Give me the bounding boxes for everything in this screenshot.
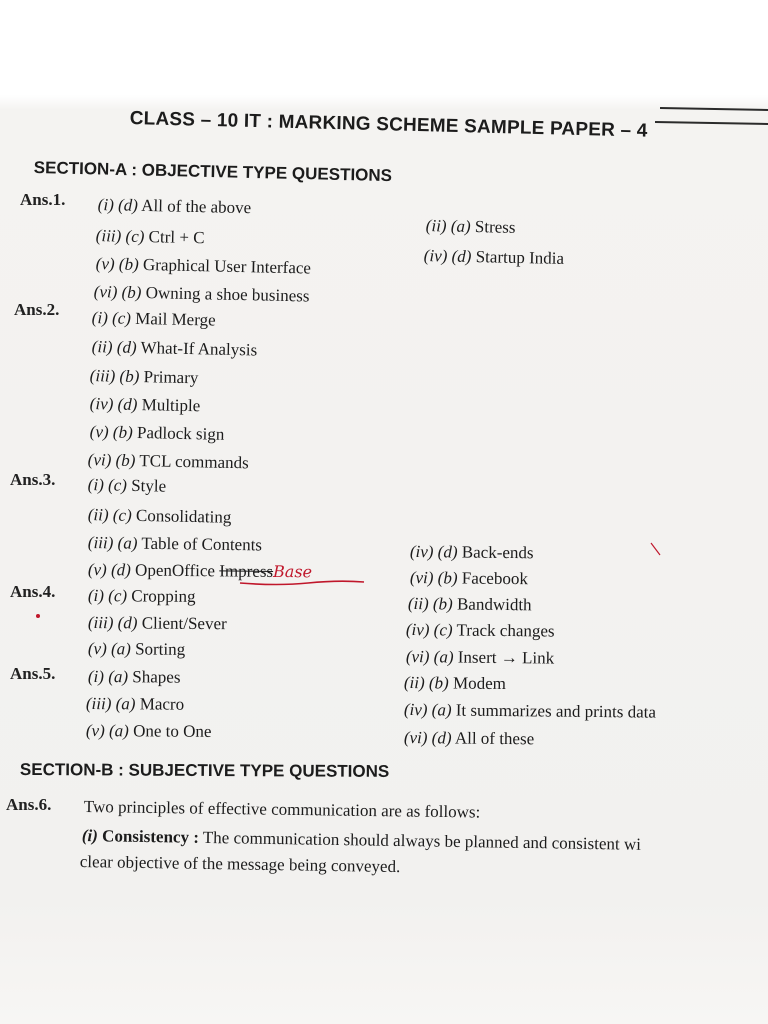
answer-item: (vi) (b) Owning a shoe business (93, 282, 310, 306)
answer-label: Ans.1. (20, 190, 66, 209)
answer-item: (iii) (a) Macro (85, 694, 185, 714)
answer-item: (vi) (a) Insert → Link (405, 647, 555, 668)
section-b-heading: SECTION-B : SUBJECTIVE TYPE QUESTIONS (19, 760, 390, 781)
answer-item: (v) (d) OpenOffice ImpressBase (87, 560, 313, 582)
answer-item: (iii) (a) Table of Contents (87, 533, 263, 555)
answer-item: (ii) (b) Modem (403, 673, 506, 694)
answer-label: Ans.5. (10, 664, 56, 683)
answer-item: (iv) (a) It summarizes and prints data (403, 700, 657, 722)
answer-item: (v) (a) One to One (85, 721, 212, 741)
answer-item: (iv) (c) Track changes (405, 620, 555, 641)
section-a-heading: SECTION-A : OBJECTIVE TYPE QUESTIONS (33, 158, 393, 186)
red-pen-mark (648, 540, 668, 560)
answer-item: (ii) (a) Stress (425, 216, 516, 237)
answer-paragraph: Two principles of effective communication are as follows: (83, 797, 481, 822)
answer-item: (iii) (b) Primary (89, 366, 199, 388)
answer-item: (i) (c) Style (87, 475, 167, 496)
header-rule-bottom (655, 121, 768, 125)
header-rule-top (660, 107, 768, 111)
answer-item: (vi) (b) TCL commands (87, 450, 249, 473)
red-dot-mark (36, 614, 40, 618)
answer-item: (v) (a) Sorting (87, 639, 186, 659)
answer-item: (iv) (d) Back-ends (409, 542, 534, 563)
answer-paragraph: (i) Consistency : The communication should always be planned and consistent wi (81, 826, 642, 854)
answer-paragraph: clear objective of the message being conveyed. (79, 852, 401, 877)
answer-item: (v) (b) Graphical User Interface (95, 254, 312, 278)
answer-item: (ii) (c) Consolidating (87, 505, 232, 527)
red-underline-mark (238, 578, 368, 588)
answer-item: (vi) (b) Facebook (409, 568, 529, 589)
answer-item: (iii) (c) Ctrl + C (95, 226, 205, 248)
answer-item: (vi) (d) All of these (403, 728, 535, 749)
answer-item: (iii) (d) Client/Sever (87, 613, 227, 634)
answer-item: (v) (b) Padlock sign (89, 422, 225, 444)
answer-item: (i) (c) Mail Merge (91, 308, 216, 330)
handwritten-correction: Base (273, 561, 313, 582)
answer-item: (iv) (d) Startup India (423, 246, 565, 268)
page-title: CLASS – 10 IT : MARKING SCHEME SAMPLE PAPER – 4 (129, 108, 648, 142)
answer-item: (i) (a) Shapes (87, 667, 181, 687)
answer-label: Ans.6. (6, 795, 52, 814)
answer-item: (i) (c) Cropping (87, 586, 196, 606)
answer-item: (ii) (d) What-If Analysis (91, 337, 258, 360)
answer-label: Ans.2. (14, 300, 60, 319)
answer-item: (iv) (d) Multiple (89, 394, 201, 416)
answer-label: Ans.3. (10, 470, 56, 489)
answer-label: Ans.4. (10, 582, 56, 601)
answer-item: (ii) (b) Bandwidth (407, 594, 532, 615)
answer-item: (i) (d) All of the above (97, 195, 252, 218)
